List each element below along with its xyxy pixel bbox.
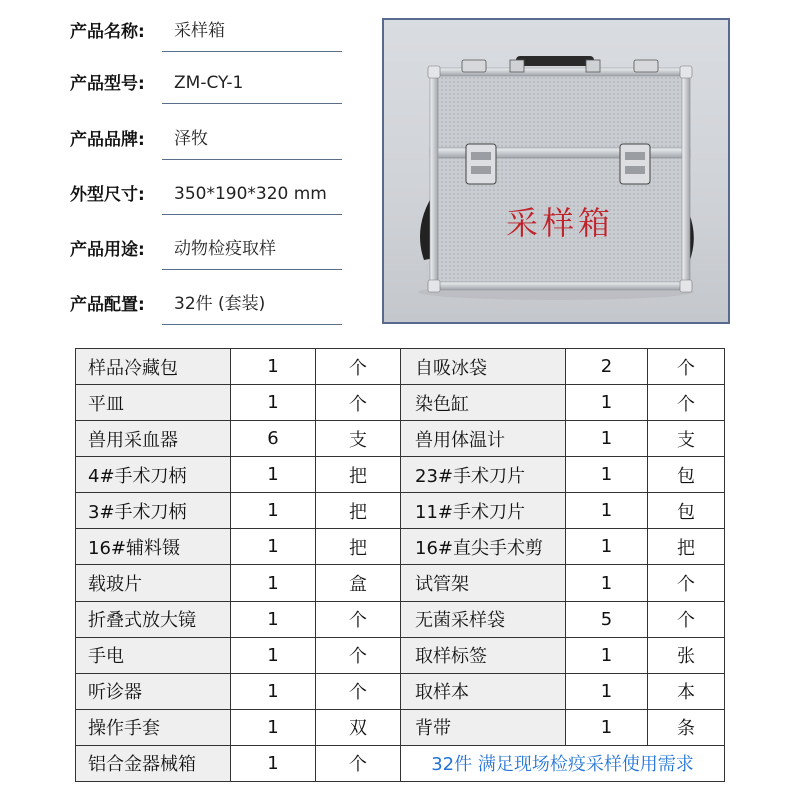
item-qty: 1 (566, 385, 648, 421)
item-unit: 支 (316, 421, 401, 457)
spec-row-brand (70, 108, 342, 160)
item-unit: 把 (316, 529, 401, 565)
item-name: 平皿 (76, 385, 231, 421)
table-row (76, 709, 725, 745)
item-qty: 1 (231, 745, 316, 781)
spec-value: ZM-CY-1 (162, 73, 342, 104)
item-unit: 个 (316, 745, 401, 781)
item-unit: 个 (316, 637, 401, 673)
spec-row-usage (70, 218, 342, 270)
item-name: 听诊器 (76, 673, 231, 709)
item-unit: 本 (648, 673, 725, 709)
case-label-text: 采样箱 (505, 204, 615, 242)
spec-value: 动物检疫取样 (162, 234, 342, 270)
item-name: 16#辅料镊 (76, 529, 231, 565)
spec-row-model (70, 52, 342, 104)
item-name: 铝合金器械箱 (76, 745, 231, 781)
item-unit: 个 (316, 385, 401, 421)
item-qty: 1 (566, 673, 648, 709)
item-qty: 1 (566, 709, 648, 745)
item-name: 试管架 (401, 565, 566, 601)
item-name: 11#手术刀片 (401, 493, 566, 529)
table-row (76, 601, 725, 637)
item-name: 兽用采血器 (76, 421, 231, 457)
item-unit: 包 (648, 493, 725, 529)
item-unit: 个 (316, 349, 401, 385)
item-qty: 1 (566, 421, 648, 457)
item-unit: 支 (648, 421, 725, 457)
item-qty: 1 (231, 457, 316, 493)
item-unit: 把 (316, 493, 401, 529)
item-unit: 个 (316, 673, 401, 709)
item-qty: 1 (231, 349, 316, 385)
item-unit: 个 (648, 349, 725, 385)
item-qty: 1 (231, 565, 316, 601)
aluminum-case-image (384, 20, 728, 322)
item-qty: 1 (566, 493, 648, 529)
spec-label: 外型尺寸: (70, 185, 145, 205)
kit-contents-table (75, 348, 725, 782)
item-name: 背带 (401, 709, 566, 745)
table-row (76, 673, 725, 709)
item-name: 折叠式放大镜 (76, 601, 231, 637)
spec-row-name (70, 0, 342, 52)
item-unit: 个 (648, 565, 725, 601)
summary-note: 32件 满足现场检疫采样使用需求 (401, 745, 725, 781)
item-unit: 包 (648, 457, 725, 493)
item-name: 23#手术刀片 (401, 457, 566, 493)
table-row (76, 457, 725, 493)
item-name: 兽用体温计 (401, 421, 566, 457)
table-row (76, 493, 725, 529)
item-qty: 1 (566, 457, 648, 493)
item-qty: 6 (231, 421, 316, 457)
item-name: 无菌采样袋 (401, 601, 566, 637)
item-name: 4#手术刀柄 (76, 457, 231, 493)
table-row (76, 745, 725, 781)
spec-value: 350*190*320 mm (162, 184, 342, 215)
item-name: 16#直尖手术剪 (401, 529, 566, 565)
item-unit: 个 (648, 385, 725, 421)
spec-label: 产品型号: (70, 74, 145, 94)
spec-row-size (70, 163, 342, 215)
table-row (76, 637, 725, 673)
item-name: 取样标签 (401, 637, 566, 673)
item-unit: 个 (648, 601, 725, 637)
item-qty: 1 (566, 565, 648, 601)
item-unit: 张 (648, 637, 725, 673)
item-qty: 1 (566, 529, 648, 565)
item-unit: 把 (316, 457, 401, 493)
item-qty: 1 (231, 493, 316, 529)
item-name: 手电 (76, 637, 231, 673)
item-qty: 5 (566, 601, 648, 637)
item-unit: 个 (316, 601, 401, 637)
item-qty: 1 (231, 529, 316, 565)
table-row (76, 529, 725, 565)
spec-label: 产品名称: (70, 22, 145, 42)
table-body (76, 349, 725, 782)
item-unit: 把 (648, 529, 725, 565)
spec-value: 采样箱 (162, 16, 342, 52)
item-name: 样品冷藏包 (76, 349, 231, 385)
table-row (76, 565, 725, 601)
item-unit: 盒 (316, 565, 401, 601)
table-row (76, 349, 725, 385)
table-row (76, 385, 725, 421)
item-unit: 条 (648, 709, 725, 745)
item-name: 染色缸 (401, 385, 566, 421)
table-row (76, 421, 725, 457)
item-unit: 双 (316, 709, 401, 745)
product-photo (382, 18, 730, 324)
item-name: 3#手术刀柄 (76, 493, 231, 529)
item-qty: 1 (566, 637, 648, 673)
spec-label: 产品用途: (70, 240, 145, 260)
item-qty: 1 (231, 709, 316, 745)
item-qty: 1 (231, 385, 316, 421)
spec-label: 产品配置: (70, 295, 145, 315)
spec-row-config (70, 273, 342, 325)
item-qty: 1 (231, 637, 316, 673)
item-qty: 2 (566, 349, 648, 385)
spec-label: 产品品牌: (70, 130, 145, 150)
spec-value: 32件 (套装) (162, 289, 342, 325)
item-name: 载玻片 (76, 565, 231, 601)
item-name: 自吸冰袋 (401, 349, 566, 385)
spec-value: 泽牧 (162, 124, 342, 160)
item-qty: 1 (231, 673, 316, 709)
item-name: 取样本 (401, 673, 566, 709)
item-qty: 1 (231, 601, 316, 637)
item-name: 操作手套 (76, 709, 231, 745)
